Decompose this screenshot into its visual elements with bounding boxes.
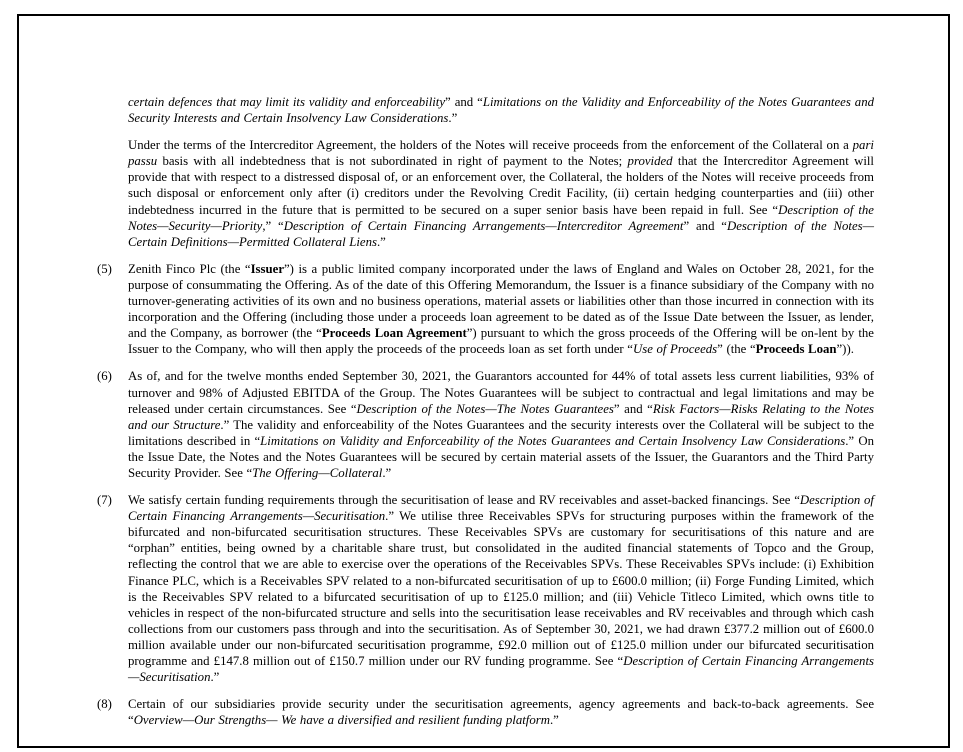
- paragraph-text: As of, and for the twelve months ended September 30, 2021, the Guarantors accounted for 44% of total assets less current liabilities, 93% of turnover and 98% of Adjusted EBITDA of the Group. The Notes Guarantees will be subject to contractual and legal limitations and may be released under certain circumstances. See “Description of the Notes—The Notes Guarantees” and “Risk Factors—Risks Relating to the Notes and our Structure.” The validity and enforceability of the Notes Guarantees and the security interests over the Collateral will be subject to the limitations described in “Limitations on Validity and Enforceability of the Notes Guarantees and Certain Insolvency Law Considerations.” On the Issue Date, the Notes and the Notes Guarantees will be secured by certain material assets of the Issuer, the Guarantors and the Third Party Security Provider. See “The Offering—Collateral.”: [128, 369, 875, 480]
- paragraph-text: We satisfy certain funding requirements through the securitisation of lease and RV receivables and asset-backed financings. See “Description of Certain Financing Arrangements—Securitisation.” We utilise three Receivables SPVs for structuring purposes within the framework of the bifurcated and non-bifurcated securitisation structures. These Receivables SPVs are customary for securitisations of this nature and are “orphan” entities, being owned by a charitable share trust, but consolidated in the audited financial statements of Topco and the Group, reflecting the control that we are able to exercise over the operations of the Receivables SPVs. These Receivables SPVs include: (i) Exhibition Finance PLC, which is a Receivables SPV related to a non-bifurcated securitisation of up to £600.0 million; (ii) Forge Funding Limited, which is the Receivables SPV related to a bifurcated securitisation of up to £125.0 million; and (iii) Vehicle Titleco Limited, which owns title to vehicles in respect of the non-bifurcated structure and sells into the securitisation lease receivables and RV receivables and through which cash collections from our customers pass through and into the securitisation. As of September 30, 2021, we had drawn £377.2 million out of £600.0 million available under our non-bifurcated securitisation programme, £92.0 million out of £125.0 million under our bifurcated securitisation programme and £147.8 million out of £150.7 million under our RV funding programme. See “Description of Certain Financing Arrangements—Securitisation.”: [128, 493, 874, 685]
- paragraph-text: Certain of our subsidiaries provide security under the securitisation agreements, agency agreements and back-to-back agreements. See “Overview—Our Strengths— We have a diversified and resilient funding platform.”: [128, 697, 874, 728]
- footnote-number: (8): [97, 697, 112, 712]
- footnote-item-6: [97, 368, 875, 481]
- document-body: [97, 94, 875, 728]
- footnote-number: (6): [97, 369, 112, 384]
- footnote-item-7: [97, 492, 874, 685]
- footnote-item-8: [97, 696, 874, 728]
- footnote-number: (5): [97, 261, 112, 276]
- paragraph-intercreditor-terms: [128, 137, 874, 250]
- footnote-item-5: [97, 261, 874, 358]
- paragraph-text: Under the terms of the Intercreditor Agreement, the holders of the Notes will receive proceeds from the enforcement of the Collateral on a pari passu basis with all indebtedness that is not subordinated in right of payment to the Notes; provided that the Intercreditor Agreement will provide that with respect to a distressed disposal of, or an enforcement over, the Collateral, the holders of the Notes will receive proceeds from such disposal or enforcement only after (i) creditors under the Revolving Credit Facility, (ii) certain hedging counterparties and (iii) other indebtedness incurred in the future that is permitted to be secured on a super senior basis have been repaid in full. See “Description of the Notes—Security—Priority,” “Description of Certain Financing Arrangements—Intercreditor Agreement” and “Description of the Notes—Certain Definitions—Permitted Collateral Liens.”: [128, 138, 874, 249]
- paragraph-text: certain defences that may limit its validity and enforceability” and “Limitations on the Validity and Enforceability of the Notes Guarantees and Security Interests and Certain Insolvency Law Considerations.”: [128, 95, 874, 126]
- paragraph-text: Zenith Finco Plc (the “Issuer”) is a public limited company incorporated under the laws of England and Wales on October 28, 2021, for the purpose of consummating the Offering. As of the date of this Offering Memorandum, the Issuer is a finance subsidiary of the Company with no turnover-generating activities of its own and no business operations, material assets or liabilities other than those incurred in connection with its incorporation and the Offering (including those under a proceeds loan agreement to be dated as of the Issue Date between the Issuer, as lender, and the Company, as borrower (the “Proceeds Loan Agreement”) pursuant to which the gross proceeds of the Offering will be on-lent by the Issuer to the Company, who will then apply the proceeds of the proceeds loan as set forth under “Use of Proceeds” (the “Proceeds Loan”)).: [128, 261, 874, 357]
- paragraph-crossref-continuation: [128, 94, 874, 126]
- footnote-number: (7): [97, 493, 112, 508]
